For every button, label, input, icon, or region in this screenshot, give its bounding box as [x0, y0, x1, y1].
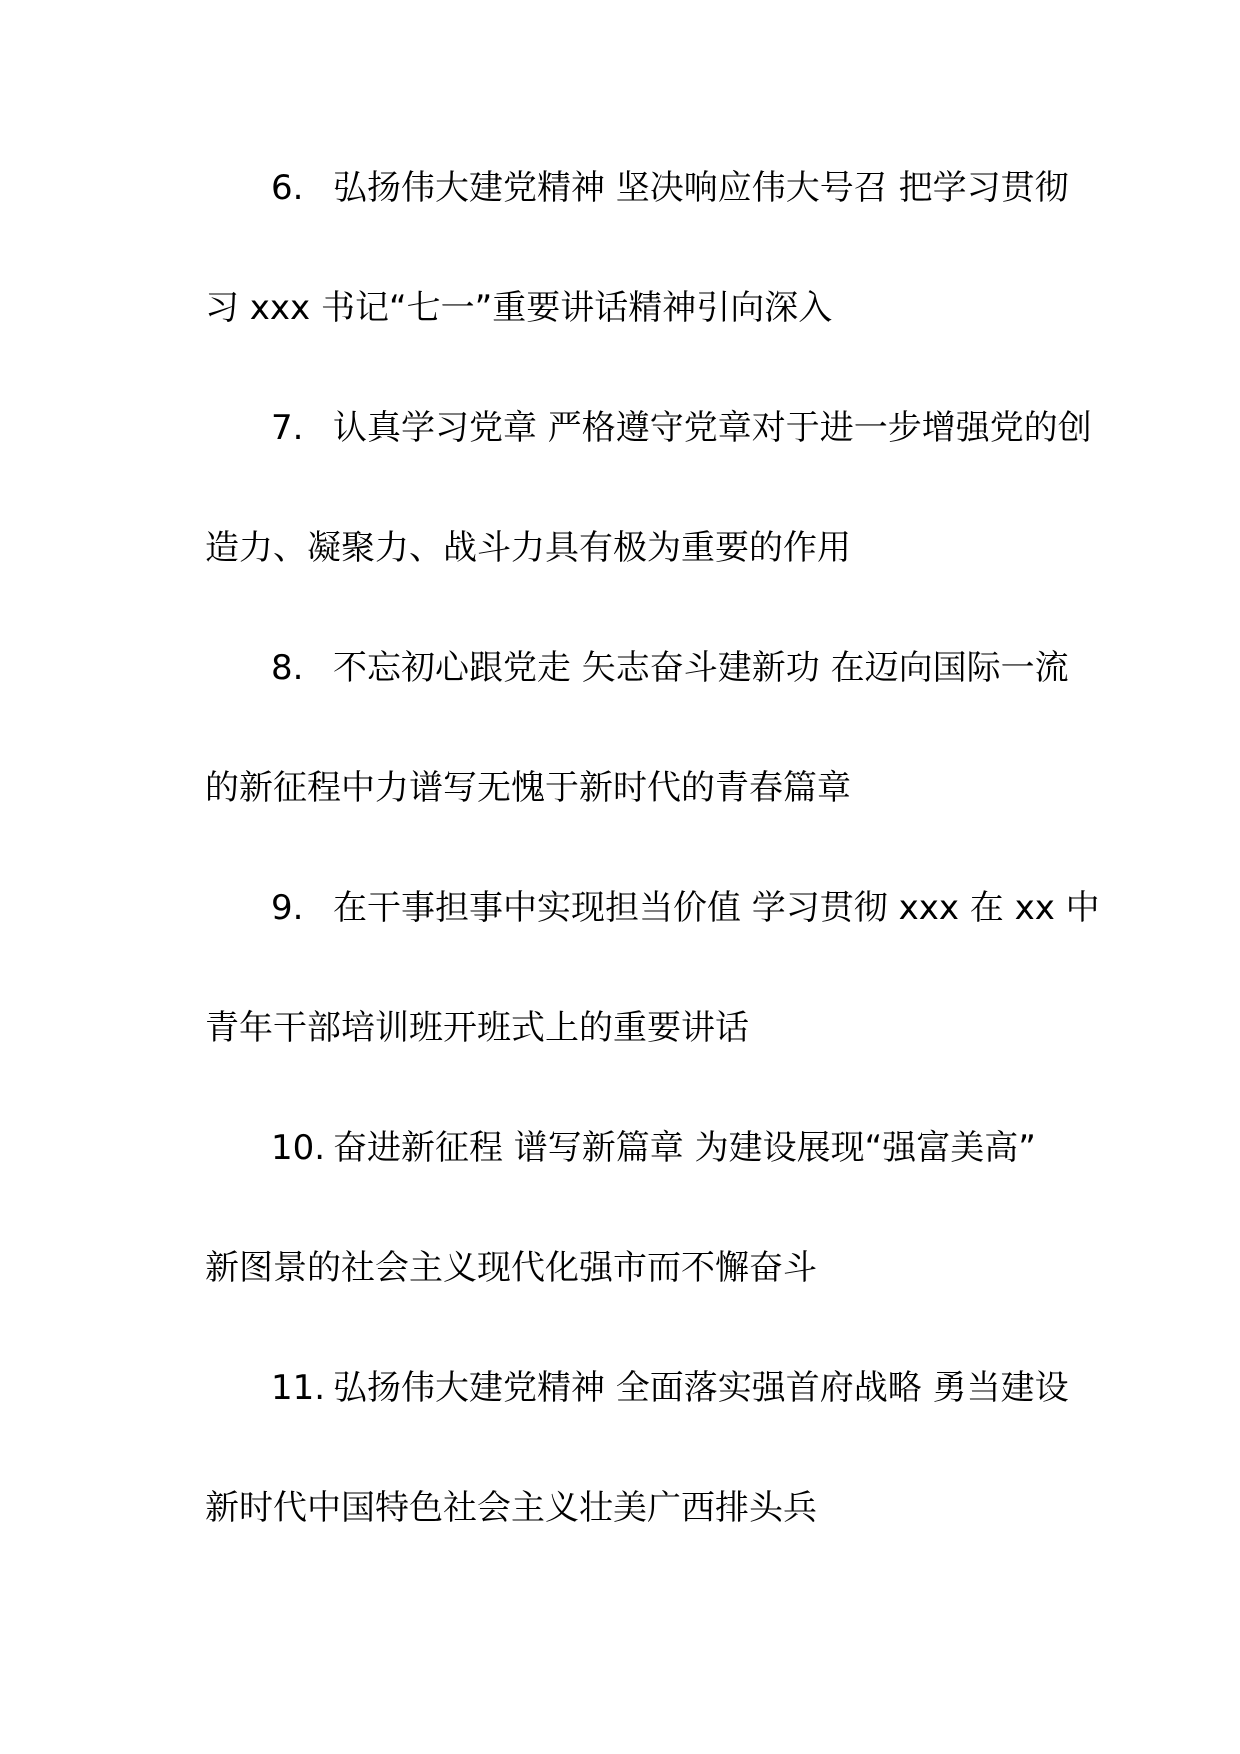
list-item-continuation: 新图景的社会主义现代化强市而不懈奋斗: [205, 1248, 817, 1288]
list-item-number: 10.: [271, 1128, 326, 1168]
list-item-first-line: [205, 888, 1100, 928]
list-item: [205, 1368, 1100, 1608]
list-item-continuation: 的新征程中力谱写无愧于新时代的青春篇章: [205, 768, 851, 808]
list-item-number: 6.: [271, 168, 304, 208]
list-item-text: 奋进新征程 谱写新篇章 为建设展现“强富美高”: [333, 1128, 1036, 1168]
numbered-list: [205, 168, 1100, 1608]
list-item-first-line: [205, 1128, 1100, 1168]
list-item: [205, 408, 1100, 648]
list-item-first-line: [205, 168, 1100, 208]
list-item: [205, 1128, 1100, 1368]
list-item-text: 弘扬伟大建党精神 全面落实强首府战略 勇当建设: [333, 1368, 1069, 1408]
list-item-number: 8.: [271, 648, 304, 688]
list-item: [205, 888, 1100, 1128]
list-item-number: 11.: [271, 1368, 326, 1408]
list-item: [205, 168, 1100, 408]
list-item-number: 9.: [271, 888, 304, 928]
list-item-continuation: 造力、凝聚力、战斗力具有极为重要的作用: [205, 528, 851, 568]
list-item-first-line: [205, 648, 1100, 688]
list-item-text: 弘扬伟大建党精神 坚决响应伟大号召 把学习贯彻: [333, 168, 1069, 208]
list-item-continuation: 青年干部培训班开班式上的重要讲话: [205, 1008, 749, 1048]
list-item-first-line: [205, 1368, 1100, 1408]
list-item-continuation: 新时代中国特色社会主义壮美广西排头兵: [205, 1488, 817, 1528]
list-item: [205, 648, 1100, 888]
list-item-first-line: [205, 408, 1100, 448]
list-item-continuation: 习 xxx 书记“七一”重要讲话精神引向深入: [205, 288, 833, 328]
list-item-text: 认真学习党章 严格遵守党章对于进一步增强党的创: [333, 408, 1092, 448]
list-item-text: 不忘初心跟党走 矢志奋斗建新功 在迈向国际一流: [333, 648, 1069, 688]
list-item-number: 7.: [271, 408, 304, 448]
list-item-text: 在干事担事中实现担当价值 学习贯彻 xxx 在 xx 中: [333, 888, 1100, 928]
